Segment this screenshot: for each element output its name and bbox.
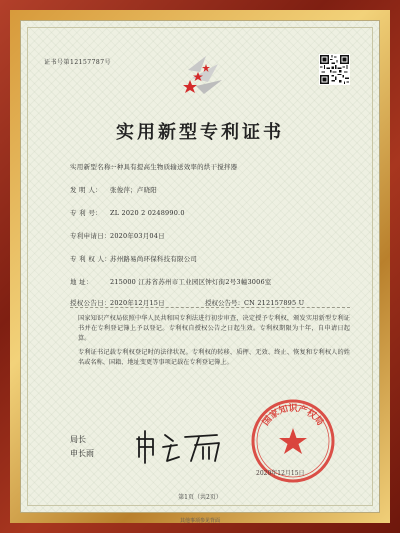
field-utility-model-name [70,162,237,171]
field-value: 2020年12月15日 [110,299,165,307]
field-label: 授权公告日： [70,299,111,307]
field-label: 专 利 号： [70,209,102,217]
field-value: 张俊萍；卢晓阳 [110,186,157,194]
page-number: 第1页（共2页） [178,494,222,501]
field-value: 一种具有提高生物质输送效率的烘干搅拌器 [110,163,238,171]
field-value: 215000 江苏省苏州市工业园区钟灯街2号3幢3006室 [110,278,272,286]
field-inventor [70,185,157,194]
field-value: CN 212157895 U [244,299,305,307]
divider [70,307,350,308]
certificate-number: 证书号第12157787号 [44,59,112,66]
field-label: 授权公告号： [205,299,244,307]
field-patentee [70,254,197,263]
field-address [70,277,272,286]
field-label: 发 明 人： [70,186,102,194]
seal-date: 2020年12月15日 [256,470,305,477]
field-value: 苏州路易尚环保科技有限公司 [110,255,198,263]
signatory-title: 局长 [70,435,86,444]
page-footer: 其他事项参见背面 [179,518,220,524]
field-label: 实用新型名称： [70,163,118,171]
field-label: 专 利 权 人： [70,255,112,263]
body-paragraph: 国家知识产权局依照中华人民共和国专利法进行初步审查，决定授予专利权，颁发实用新型专利证书并在专利登记簿上予以登记。专利权自授权公告之日起生效。专利权期限为十年，自申请日起算。 [78,315,350,342]
svg-text:国家知识产权局: 国家知识产权局 [261,404,325,428]
field-value: ZL 2020 2 0248990.0 [110,209,185,217]
field-grant-date [70,298,165,307]
qr-code [319,54,350,85]
field-label: 专利申请日： [70,232,111,240]
handwritten-signature [133,427,228,465]
patent-emblem-icon [178,50,228,100]
field-value: 2020年03月04日 [110,232,165,240]
field-application-date [70,231,165,240]
body-paragraph: 专利证书记载专利权登记时的法律状况。专利权的转移、质押、无效、终止、恢复和专利权人的姓名或名称、国籍、地址变更等事项记载在专利登记簿上。 [78,349,350,366]
signatory-name: 申长雨 [70,449,94,458]
certificate-title: 实用新型专利证书 [116,122,284,143]
field-grant-number [205,298,304,307]
field-patent-number [70,208,185,217]
field-label: 地 址： [70,278,93,286]
